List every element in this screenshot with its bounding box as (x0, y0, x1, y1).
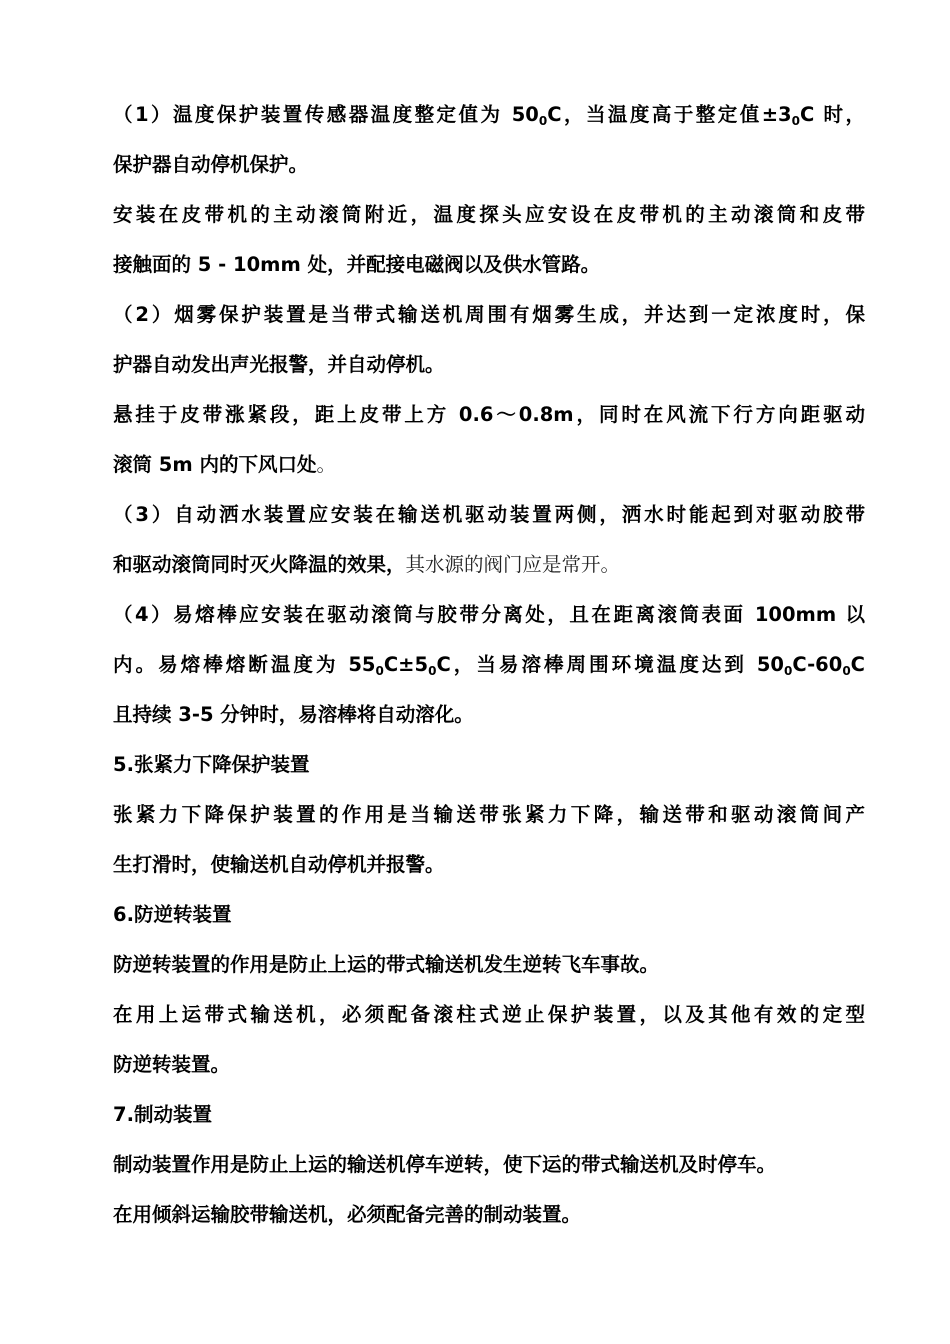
text-line: 悬挂于皮带涨紧段，距上皮带上方 0.6～0.8m，同时在风流下行方向距驱动 (113, 403, 865, 426)
text-line: 接触面的 5 - 10mm 处，并配接电磁阀以及供水管路。 (113, 253, 601, 276)
text-run-light: 。 (316, 453, 336, 476)
text-line: 安装在皮带机的主动滚筒附近，温度探头应安设在皮带机的主动滚筒和皮带 (113, 203, 865, 226)
subscript: 0 (791, 114, 800, 128)
subscript: 0 (428, 664, 437, 678)
subscript: 0 (783, 664, 793, 678)
text-line: （3）自动洒水装置应安装在输送机驱动装置两侧，洒水时能起到对驱动胶带 (113, 503, 865, 526)
text-line: 生打滑时，使输送机自动停机并报警。 (113, 853, 445, 876)
text-line: 防逆转装置。 (113, 1053, 231, 1076)
text-run: （1）温度保护装置传感器温度整定值为 50 (113, 103, 539, 126)
subscript: 0 (375, 664, 384, 678)
text-line: 护器自动发出声光报警，并自动停机。 (113, 353, 445, 376)
text-line: 保护器自动停机保护。 (113, 153, 309, 176)
text-run: C-60 (792, 653, 843, 676)
text-line: （4）易熔棒应安装在驱动滚筒与胶带分离处，且在距离滚筒表面 100mm 以 (113, 603, 865, 626)
text-line: 在用上运带式输送机，必须配备滚柱式逆止保护装置，以及其他有效的定型 (113, 1003, 865, 1026)
subscript: 0 (842, 664, 851, 678)
text-line-with-subscripts (113, 640, 865, 690)
text-line: 在用倾斜运输胶带输送机，必须配备完善的制动装置。 (113, 1203, 582, 1226)
text-run: C，当温度高于整定值±3 (547, 103, 792, 126)
subscript: 0 (538, 114, 548, 128)
text-line: 制动装置作用是防止上运的输送机停车逆转，使下运的带式输送机及时停车。 (113, 1153, 777, 1176)
text-run: C 时， (799, 103, 866, 126)
text-line: 张紧力下降保护装置的作用是当输送带张紧力下降，输送带和驱动滚筒间产 (113, 803, 865, 826)
text-line: 防逆转装置的作用是防止上运的带式输送机发生逆转飞车事故。 (113, 953, 660, 976)
section-heading-5: 5.张紧力下降保护装置 (113, 753, 310, 776)
section-heading-6: 6.防逆转装置 (113, 903, 232, 926)
text-run: 和驱动滚筒同时灭火降温的效果， (113, 553, 406, 576)
paragraph-temperature-protection (113, 90, 865, 140)
text-run-light: 其水源的阀门应是常开。 (405, 553, 621, 576)
text-line-mixed (113, 440, 865, 490)
text-line: （2）烟雾保护装置是当带式输送机周围有烟雾生成，并达到一定浓度时，保 (113, 303, 865, 326)
section-heading-7: 7.制动装置 (113, 1103, 212, 1126)
text-run: C (850, 653, 865, 676)
text-run: C，当易溶棒周围环境温度达到 50 (436, 653, 784, 676)
text-run: 滚筒 5m 内的下风口处 (113, 453, 317, 476)
text-run: 内。易熔棒熔断温度为 55 (113, 653, 376, 676)
text-line: 且持续 3-5 分钟时，易溶棒将自动溶化。 (113, 703, 474, 726)
document-page (113, 90, 865, 1240)
text-line-mixed (113, 540, 865, 590)
text-run: C±5 (383, 653, 429, 676)
